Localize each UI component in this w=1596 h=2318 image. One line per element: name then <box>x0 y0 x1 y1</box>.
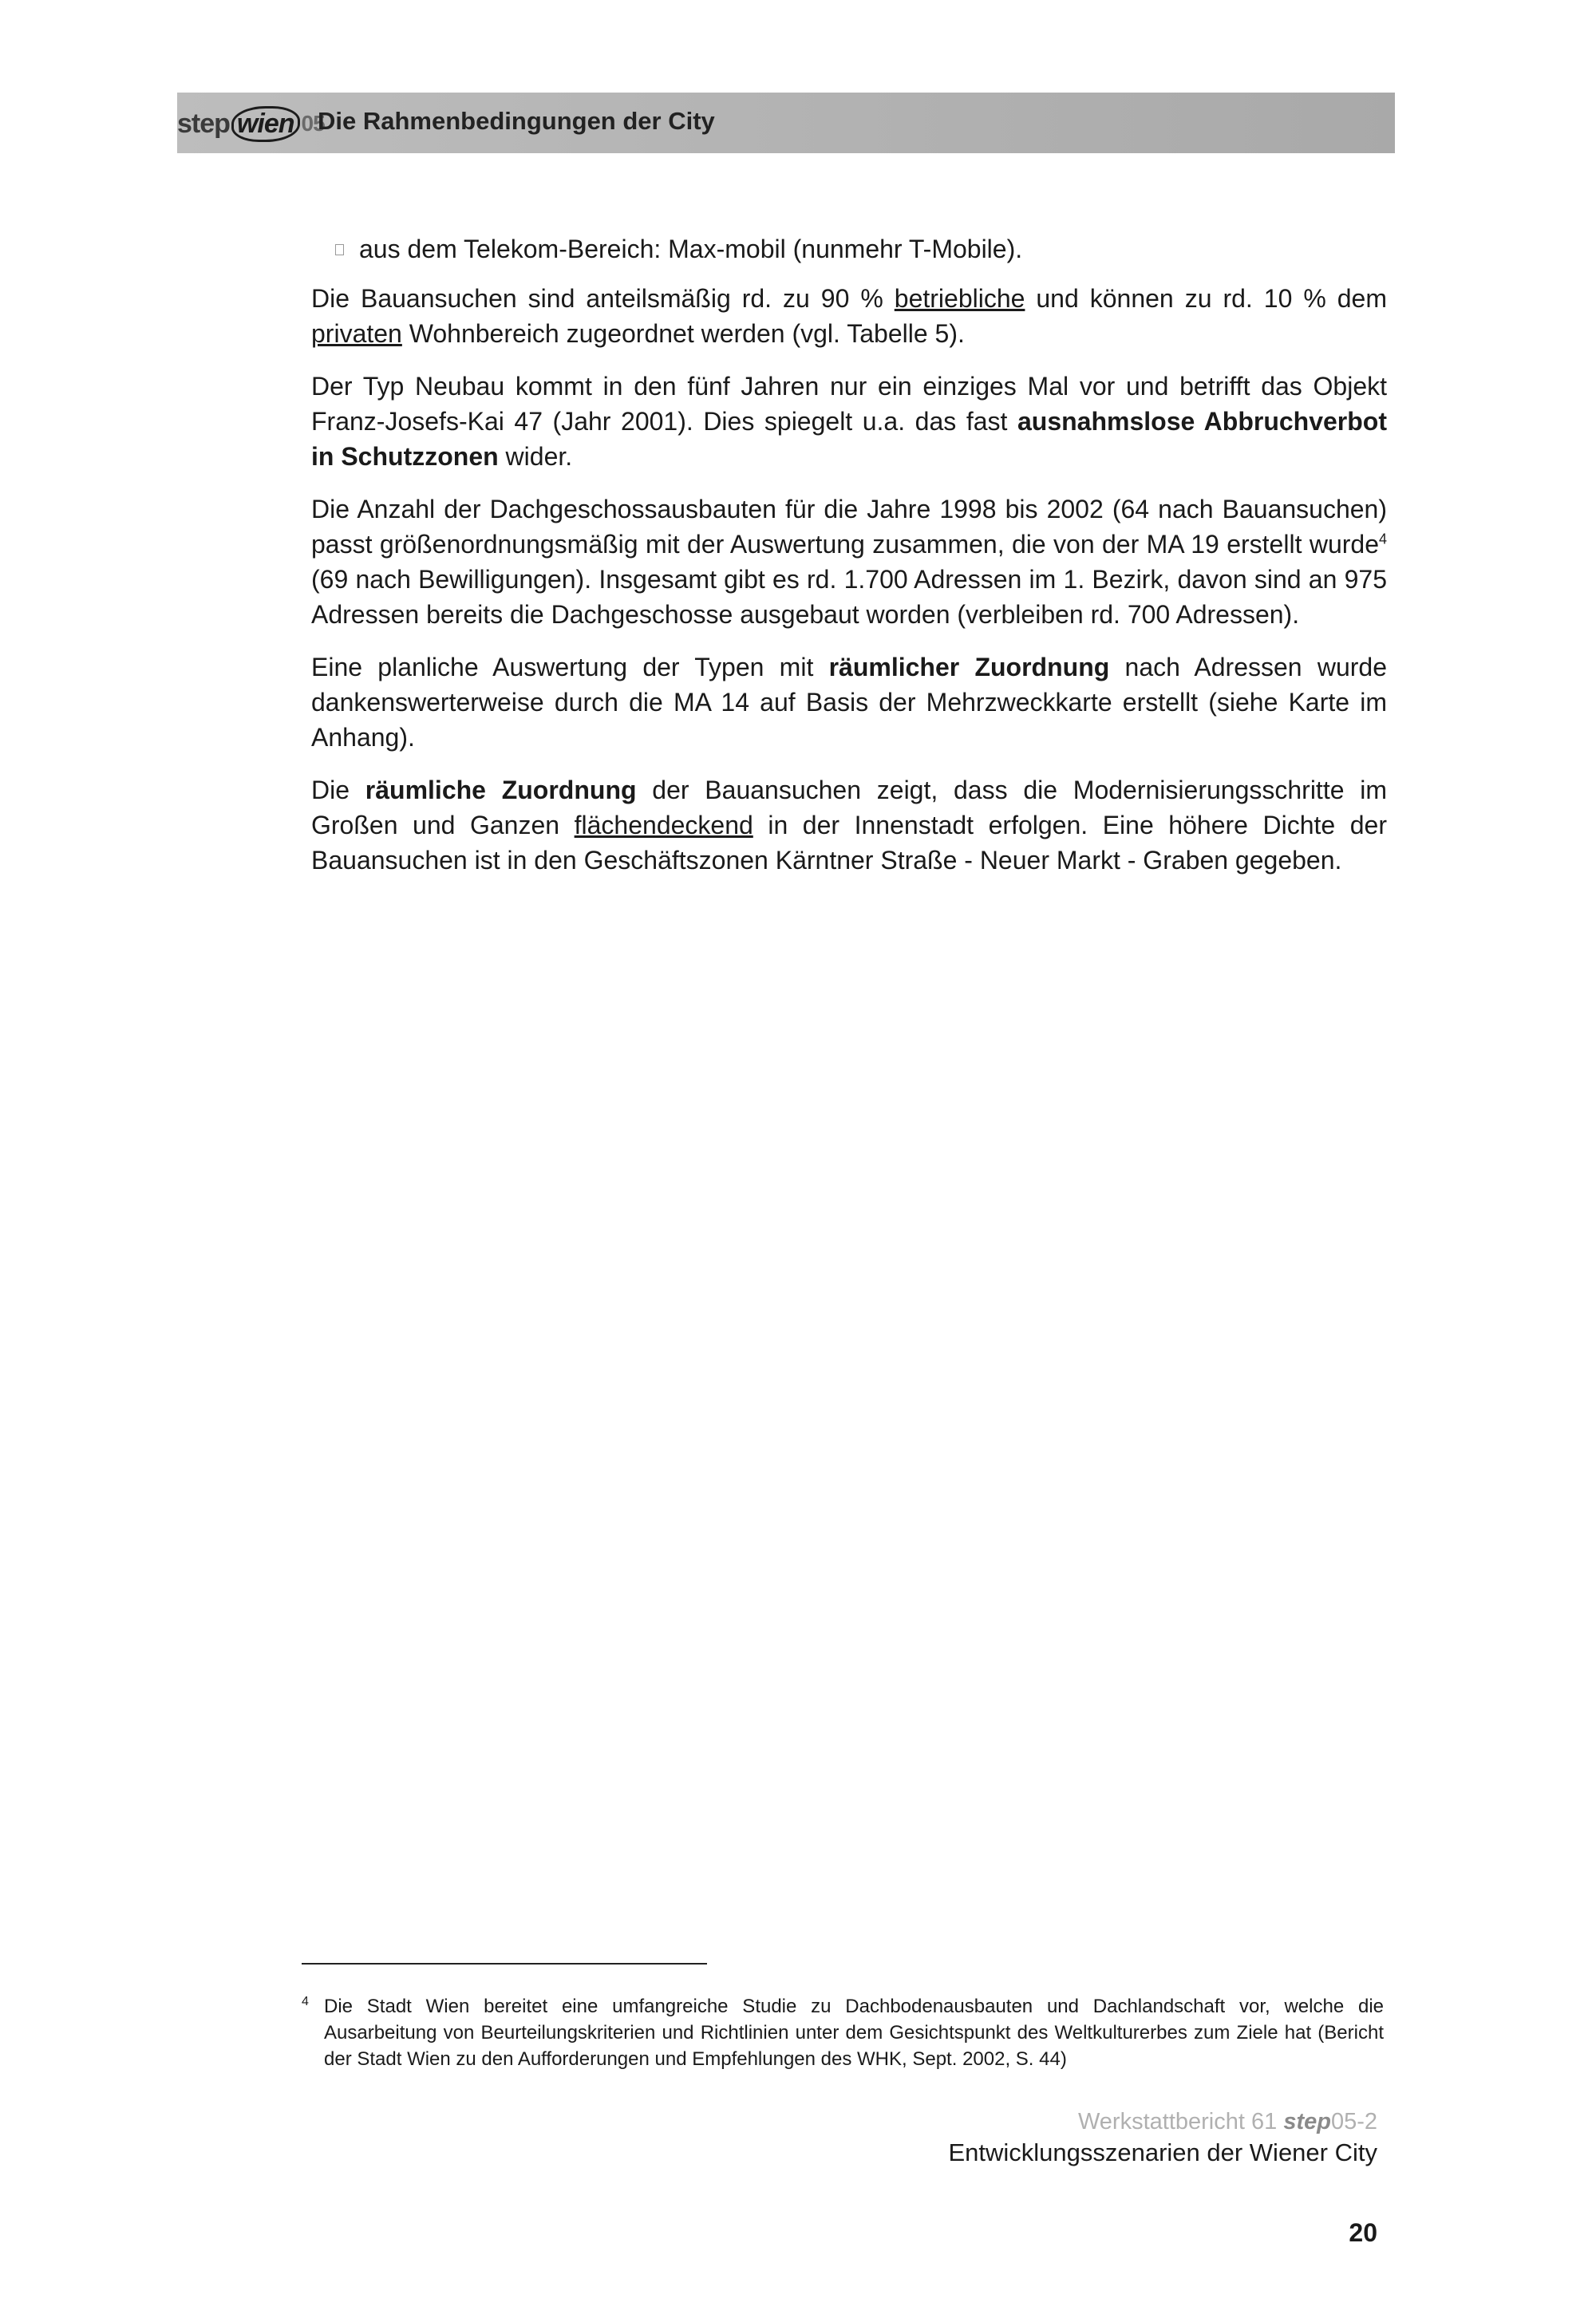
bullet-square-icon <box>335 244 344 255</box>
section-title: Die Rahmenbedingungen der City <box>318 107 715 135</box>
footnote-reference[interactable]: 4 <box>1378 531 1387 547</box>
logo-number: 05 <box>301 111 325 136</box>
paragraph-2: Der Typ Neubau kommt in den fünf Jahren nur ein einziges Mal vor und betrifft das Objekt Franz-Josefs-Kai 47 (Jahr 2001). Dies spiegelt u.a. das fast ausnahmslose Abbruchverbot in Schutzzonen wider. <box>311 372 1388 471</box>
bold-term: räumlicher Zuordnung <box>828 653 1110 681</box>
bullet-text: aus dem Telekom-Bereich: Max-mobil (nunmehr T-Mobile). <box>359 235 1023 263</box>
paragraph-5: Die räumliche Zuordnung der Bauansuchen zeigt, dass die Modernisierungsschritte im Großen und Ganzen flächendeckend in der Innenstadt erfolgen. Eine höhere Dichte der Bauansuchen ist in den Geschäftszonen Kärntner Straße - Neuer Markt - Graben gegeben. <box>311 776 1388 875</box>
bold-term: räumliche Zuordnung <box>365 776 637 804</box>
footnote-text: Die Stadt Wien bereitet eine umfangreiche Studie zu Dachbodenausbauten und Dachlandschaft vor, welche die Ausarbeitung von Beurteilungskriterien und Richtlinien unter dem Gesichtspunkt des Weltkulturerbes zum Ziele hat (Bericht der Stadt Wien zu den Aufforderungen und Empfehlungen des WHK, Sept. 2002, S. 44) <box>324 1996 1384 2070</box>
report-subtitle: Entwicklungsszenarien der Wiener City <box>948 2138 1377 2166</box>
step-wien-logo <box>177 99 325 148</box>
page-number: 20 <box>1349 2218 1377 2247</box>
paragraph-1: Die Bauansuchen sind anteilsmäßig rd. zu 90 % betriebliche und können zu rd. 10 % dem privaten Wohnbereich zugeordnet werden (vgl. Tabelle 5). <box>311 284 1388 348</box>
bold-term: ausnahmslose Abbruchverbot in Schutzzonen <box>311 407 1388 471</box>
logo-wien: wien <box>231 106 300 142</box>
body-text <box>311 231 1387 895</box>
underlined-term: flächendeckend <box>574 811 753 839</box>
logo-step: step <box>177 108 230 139</box>
paragraph-3: Die Anzahl der Dachgeschossausbauten für die Jahre 1998 bis 2002 (64 nach Bauansuchen) passt größenordnungsmäßig mit der Auswertung zusammen, die von der MA 19 erstellt wurde$^4$ (69 nach Bewilligungen). Insgesamt gibt es rd. 1.700 Adressen im 1. Bezirk, davon sind an 975 Adressen bereits die Dachgeschosse ausgebaut worden (verbleiben rd. 700 Adressen). <box>311 495 1387 629</box>
underlined-term: privaten <box>311 319 402 348</box>
report-reference: Werkstattbericht 61 step05-2 <box>1077 2109 1377 2134</box>
footnote-divider <box>302 1963 707 1965</box>
paragraph-4: Eine planliche Auswertung der Typen mit räumlicher Zuordnung nach Adressen wurde dankenswerterweise durch die MA 14 auf Basis der Mehrzweckkarte erstellt (siehe Karte im Anhang). <box>311 653 1387 752</box>
bullet-item <box>311 231 1387 267</box>
footnote <box>302 1993 1384 2072</box>
footnote-mark: 4 <box>302 1995 309 2008</box>
underlined-term: betriebliche <box>894 284 1025 313</box>
